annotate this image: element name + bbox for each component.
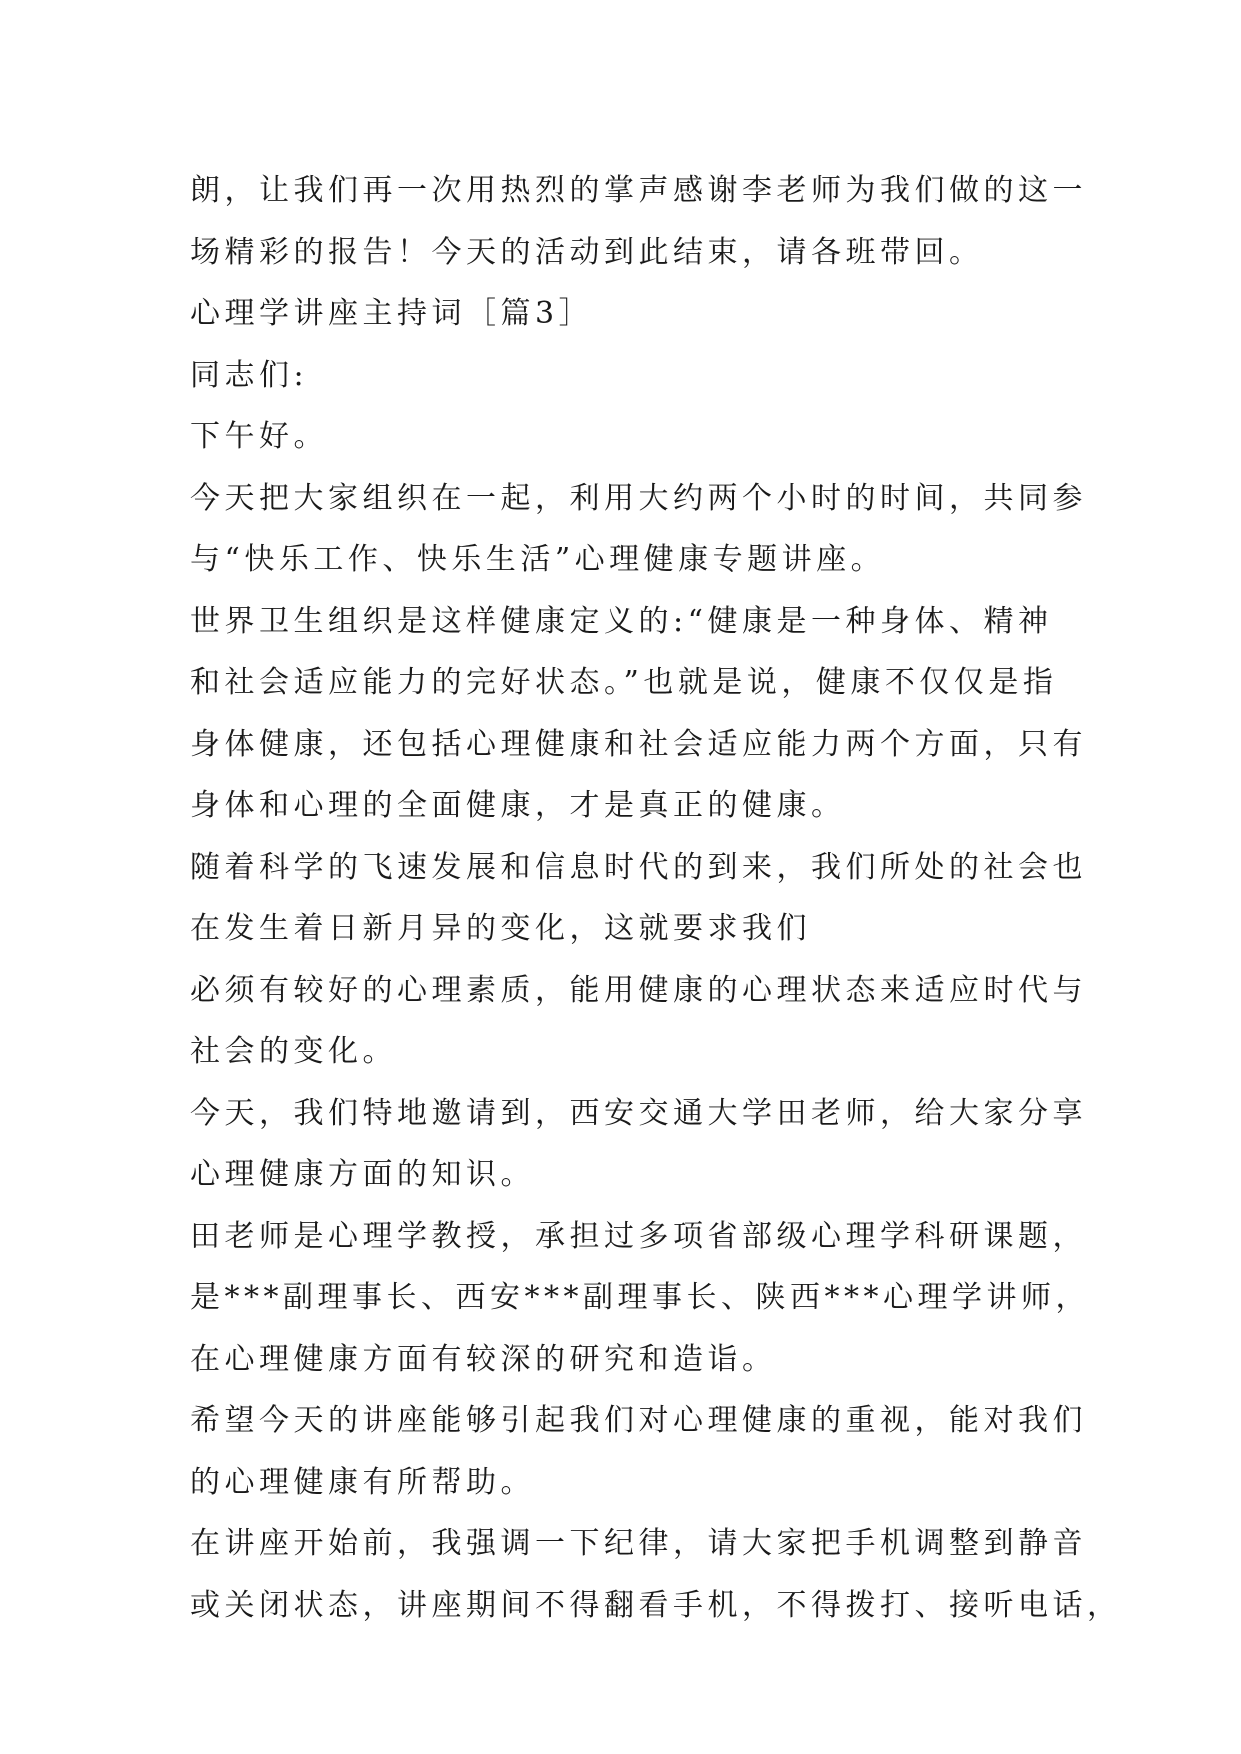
text-line-8: 世界卫生组织是这样健康定义的:“健康是一种身体、精神 [190, 603, 1053, 639]
document-body [190, 160, 1122, 1636]
text-line-7: 与“快乐工作、快乐生活”心理健康专题讲座。 [190, 542, 886, 577]
text-line-16: 今天，我们特地邀请到，西安交通大学田老师，给大家分享 [190, 1095, 1087, 1131]
text-line-12: 随着科学的飞速发展和信息时代的到来，我们所处的社会也 [190, 849, 1087, 885]
text-line-11: 身体和心理的全面健康，才是真正的健康。 [190, 788, 846, 823]
text-line-17: 心理健康方面的知识。 [190, 1157, 535, 1192]
text-line-1: 朗，让我们再一次用热烈的掌声感谢李老师为我们做的这一 [190, 173, 1087, 208]
text-line-15: 社会的变化。 [190, 1034, 397, 1069]
text-line-24: 或关闭状态，讲座期间不得翻看手机，不得拨打、接听电话， [190, 1587, 1122, 1623]
text-line-22: 的心理健康有所帮助。 [190, 1464, 535, 1500]
text-line-9: 和社会适应能力的完好状态。”也就是说，健康不仅仅是指 [190, 665, 1058, 700]
text-line-19: 是***副理事长、西安***副理事长、陕西***心理学讲师， [190, 1280, 1090, 1315]
text-line-18: 田老师是心理学教授，承担过多项省部级心理学科研课题， [190, 1218, 1087, 1254]
section-heading: 心理学讲座主持词［篇3］ [190, 296, 594, 331]
text-line-21: 希望今天的讲座能够引起我们对心理健康的重视，能对我们 [190, 1403, 1087, 1438]
text-line-10: 身体健康，还包括心理健康和社会适应能力两个方面，只有 [190, 726, 1087, 762]
text-line-13: 在发生着日新月异的变化，这就要求我们 [190, 911, 811, 946]
text-line-14: 必须有较好的心理素质，能用健康的心理状态来适应时代与 [190, 972, 1087, 1008]
text-line-6: 今天把大家组织在一起，利用大约两个小时的时间，共同参 [190, 480, 1087, 516]
text-line-23: 在讲座开始前，我强调一下纪律，请大家把手机调整到静音 [190, 1526, 1087, 1561]
text-line-2: 场精彩的报告！今天的活动到此结束，请各班带回。 [190, 234, 984, 270]
greeting: 下午好。 [190, 419, 328, 454]
salutation: 同志们: [190, 357, 309, 393]
text-line-20: 在心理健康方面有较深的研究和造诣。 [190, 1341, 777, 1377]
